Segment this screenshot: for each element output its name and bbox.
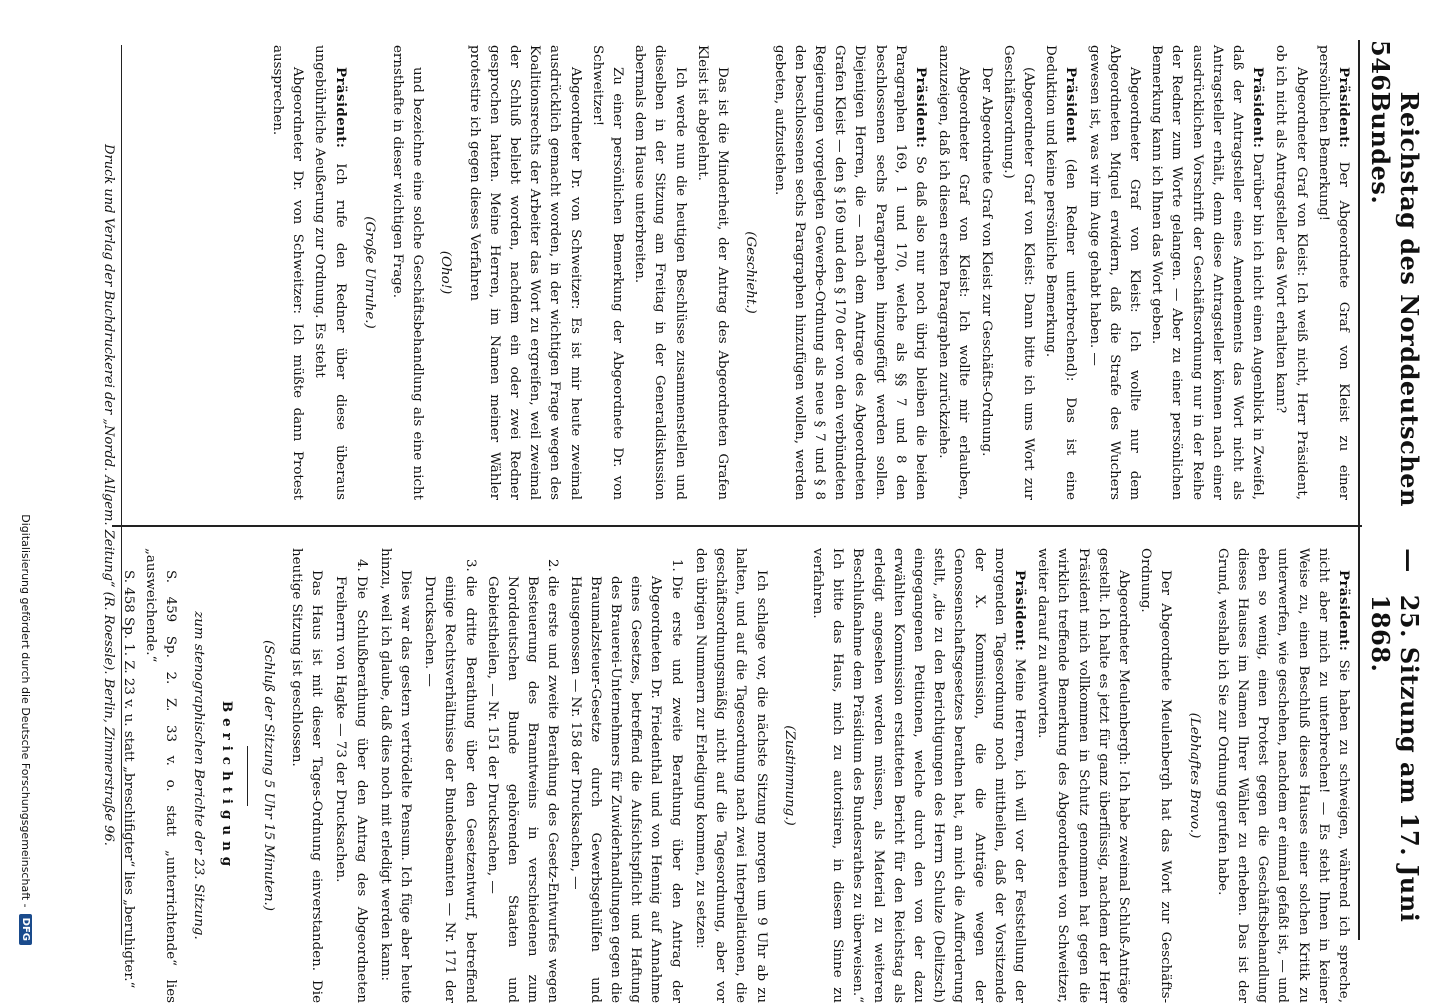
paragraph <box>692 45 732 500</box>
paragraph <box>807 548 1030 1003</box>
paragraph-text: (Abgeordneter Graf von Kleist: Dann bitte ich ums Wort zur Geschäftsordnung.) <box>1000 45 1036 500</box>
paragraph <box>1270 45 1310 500</box>
paragraph <box>768 45 931 500</box>
stage-direction: (Lebhaftes Bravo.) <box>1186 712 1202 839</box>
digitization-footer <box>19 45 32 945</box>
paragraph-text: Abgeordneter Dr. von Schweitzer: Es ist mir heute zweimal ausdrücklich gemacht worden, in der wichtigen Frage wegen des Koalitionsrechts der Arbeiter das Wort zu ergreifen, weil zweimal der Schluß beliebt worden, nachdem ein oder zwei Redner gesprochen hatten. Meine Herren, im Namen meiner Wähler protestire ich gegen dieses Verfahren <box>466 45 583 500</box>
paragraph-text: Abgeordneter Meulenbergh: Ich habe zweimal Schluß-Anträge gestellt. Ich halte es jetzt für ganz überflüssig, nachdem der Herr Präsident mich vollkommen in Schutz genommen hat gegen die wirklich treffende Bemerkung des Abgeordneten von Schweitzer, weiter darauf zu antworten. <box>1035 548 1131 1003</box>
agenda-item: 3. die dritte Berathung über den Gesetzentwurf, betreffend einige Rechtsverhältnisse der Bundesbeamten — Nr. 171 der Drucksachen. — <box>419 576 480 1003</box>
imprint: Druck und Verlag der Buchdruckerei der „Nordd. Allgem. Zeitung“ (R. Roessle). Berlin, Zimmerstraße 96. <box>101 144 116 846</box>
header-dash: — <box>1395 548 1424 573</box>
paragraph-text: Darüber bin ich nicht einen Augenblick in Zweifel, daß der Antragsteller eines Amendements das Wort nicht als Antragsteller erhält, denn diese Antragsteller können nach einer ausdrücklichen Vorschrift der Geschäftsordnung nur in der Reihe der Redner zum Worte gelangen. — Aber zu einer persönlichen Bemerkung kann ich Ihnen das Wort geben. <box>1149 45 1266 500</box>
paragraph-text: Das ist die Minderheit, der Antrag des Abgeordneten Grafen Kleist ist abgelehnt. <box>694 45 731 500</box>
paragraph-text: Abgeordneter Graf von Kleist: Ich wollte mir erlauben, anzuzeigen, daß ich diesen ersten Paragraphen zurückziehe. <box>936 45 972 500</box>
paragraph <box>375 548 415 1003</box>
dfg-logo: DFG <box>19 914 32 945</box>
right-column <box>116 548 1354 1003</box>
paragraph <box>690 548 771 1003</box>
paragraph-text: Ich schlage vor, die nächste Sitzung morgen um 9 Uhr ab zu halten, und auf die Tagesordnung nach zwei Interpellationen, die geschäftsordnungsmäßig nicht auf die Tagesordnung, aber vor den übrigen Nummern zur Erledigung kommen, zu setzen: <box>692 548 769 1003</box>
paragraph-text: Sie haben zu schweigen, während ich spreche, nicht aber mich zu unterbrechen! — Es steht Ihnen in keiner Weise zu, einen Beschluß dieses Hauses einer solchen Kritik zu unterwerfen, wie geschehen, nachdem er einmal gefaßt ist, — und eben so wenig, einen Protest gegen die Geschäftsbehandlung dieses Hauses im Namen Ihrer Wähler zu erheben. Das ist der Grund, weshalb ich Sie zur Ordnung gerufen habe. <box>1214 548 1351 1003</box>
paragraph <box>1040 45 1081 500</box>
paragraph-text: S. 459 Sp. 2. Z. 33 v. o. statt „unterrichtende“ lies „ausweichende.“ <box>143 548 179 1003</box>
paragraph-text: Zu einer persönlichen Bemerkung der Abgeordnete Dr. von Schweitzer! <box>589 45 626 500</box>
paragraph-text: Das Haus ist mit dieser Tages-Ordnung einverstanden. Die heutige Sitzung ist geschlossen. <box>289 548 325 1003</box>
paragraph <box>286 548 326 1003</box>
paragraph <box>629 45 690 500</box>
paragraph-text: Abgeordneter Graf von Kleist: Ich wollte nur dem Abgeordneten Miquel erwidern, daß die Strafe des Wuchers gewesen ist, was wir im Auge gehabt haben. — <box>1086 45 1142 500</box>
speaker-name: Präsident: <box>1336 67 1352 149</box>
stage-direction: (Oho!) <box>438 250 454 295</box>
paragraph <box>267 45 307 500</box>
paragraph-text: Abgeordneter Graf von Kleist: Ich weiß nicht, Herr Präsident, ob ich nicht als Antragsteller das Wort erhalten kann? <box>1273 45 1309 500</box>
paragraph-text: So daß also nur noch übrig bleiben die beiden Paragraphen 169, 1 und 170, welche als §§ 7 und 8 den beschlossenen sechs Paragraphen hinzugefügt werden sollen. Diejenigen Herren, die — nach dem Antrage des Abgeordneten Grafen Kleist — den § 169 und den § 170 der von den verbündeten Regierungen vorgelegten Gewerbe-Ordnung als neue § 7 und § 8 den beschlossenen sechs Paragraphen hinzufügen wollen, werden gebeten, aufzustehen. <box>771 45 928 500</box>
stage-direction: (Zustimmung.) <box>781 725 797 826</box>
stage-direction: (Geschieht.) <box>743 231 759 314</box>
speaker-name: Präsident: <box>1336 570 1352 652</box>
header-title-left: Reichstag des Norddeutschen Bundes. <box>1366 91 1424 507</box>
errata-heading: Berichtigung <box>218 700 235 873</box>
imprint-rule <box>121 45 122 945</box>
paragraph <box>933 45 973 500</box>
paragraph-text: Der Abgeordnete Graf von Kleist zur Geschäfts-Ordnung. <box>978 67 994 457</box>
paragraph-text: Ich werde nun die heutigen Beschlüsse zusammenstellen und dieselben in der Sitzung am Freitag in der Generaldiskussion abermals dem Hause unterbreiten. <box>632 45 688 500</box>
paragraph <box>309 45 350 500</box>
section-rule <box>247 746 248 806</box>
paragraph <box>998 45 1038 500</box>
paragraph <box>975 45 995 500</box>
page-number: 546 <box>1366 40 1395 92</box>
paragraph <box>1212 548 1354 1003</box>
agenda-list <box>419 548 686 1003</box>
header-right <box>1366 548 1424 940</box>
left-column <box>265 45 1354 500</box>
speaker-name: Präsident: <box>1011 570 1028 652</box>
paragraph-text: Der Abgeordnete Graf von Kleist zu einer persönlichen Bemerkung! <box>1315 45 1351 500</box>
agenda-item: 4. Die Schlußberathung über den Antrag des Abgeordneten Freiherrn von Hagke — 73 der Drucksachen. <box>330 576 370 1003</box>
stage-direction: (Große Unruhe.) <box>361 216 377 329</box>
paragraph-text: Dies war das gestern vertrödelte Pensum. Ich füge aber heute hinzu, weil ich glaube, daß dies noch mit erledigt werden kann: <box>377 548 414 1003</box>
paragraph <box>1313 45 1354 500</box>
paragraph <box>1083 45 1144 500</box>
paragraph-text: S. 458 Sp. 1. Z. 23 v. u. statt „breschifigter“ lies „beruhigter.“ <box>120 570 136 989</box>
speaker-name: Präsident: <box>332 67 349 149</box>
speaker-name: Präsident: <box>912 67 929 149</box>
paragraph-text: (den Redner unterbrechend): Das ist eine Deduktion und keine persönliche Bemerkung. <box>1043 45 1079 500</box>
stage-direction: (Schluß der Sitzung 5 Uhr 15 Minuten.) <box>260 639 276 912</box>
stage-direction: zum stenographischen Berichte der 23. Sitzung. <box>191 611 207 940</box>
paragraph <box>1135 548 1175 1003</box>
paragraph <box>1146 45 1268 500</box>
header-title-right: 25. Sitzung am 17. Juni 1868. <box>1366 594 1424 923</box>
paragraph-text: Meine Herren, ich will vor der Feststellung der morgenden Tagesordnung noch mittheilen, daß der Vorsitzende der X. Kommission, die die Anträge wegen der Genossenschaftsgesetzes berathen hat, an mich die Aufforderung stellt, „die zu den Berichtigungen des Herrn Schulze (Delitzsch) eingegangenen Petitionen, welche durch den von der dazu erwählten Kommission erstatteten Bericht für den Reichstag als erledigt angesehen werden müssen, als Material zu weiteren Beschlußnahme dem Präsidium des Bundesrathes zu überweisen.“ Ich bitte das Haus, mich zu autorisiren, in diesem Sinne zu verfahren. <box>809 548 1027 1003</box>
paragraph <box>463 45 584 500</box>
running-header <box>1358 40 1426 940</box>
agenda-list <box>330 548 370 1003</box>
paragraph-text: und bezeichne eine solche Geschäftsbehandlung als eine nicht ernsthafte in dieser wichtigen Frage. <box>390 45 426 500</box>
agenda-item: 2. die erste und zweite Berathung des Gesetz-Entwurfes wegen Besteuerung des Branntweins in verschiedenen zum Norddeutschen Bunde gehörenden Staaten und Gebietstheilen, — Nr. 151 der Drucksachen, — <box>482 576 563 1003</box>
speaker-name: Präsident <box>1063 67 1080 143</box>
column-divider <box>112 525 1362 527</box>
paragraph <box>1032 548 1133 1003</box>
paragraph <box>387 45 427 500</box>
paragraph-text: Ich rufe den Redner über diese überaus ungebührliche Aeußerung zur Ordnung. Es steht <box>312 45 348 500</box>
digitization-note: Digitalisierung gefördert durch die Deutsche Forschungsgemeinschaft - <box>19 514 32 908</box>
paragraph <box>587 45 627 500</box>
paragraph <box>140 548 180 1003</box>
agenda-item: 1. Die erste und zweite Berathung über den Antrag der Abgeordneten Dr. Friedenthal und von Hennig auf Annahme eines Gesetzes, betreffend die Aufsichtspflicht und Haftung des Brauerei-Unternehmers für Zuwiderhandlungen gegen die Braumalzsteuer-Gesetze durch Gewerbsgehülfen und Hausgenossen — Nr. 158 der Drucksachen, — <box>564 576 685 1003</box>
speaker-name: Präsident: <box>1250 67 1267 149</box>
paragraph-text: Der Abgeordnete Meulenbergh hat das Wort zur Geschäfts-Ordnung. <box>1138 548 1174 1003</box>
paragraph-text: Abgeordneter Dr. von Schweitzer: Ich müßte dann Protest aussprechen. <box>270 45 306 500</box>
